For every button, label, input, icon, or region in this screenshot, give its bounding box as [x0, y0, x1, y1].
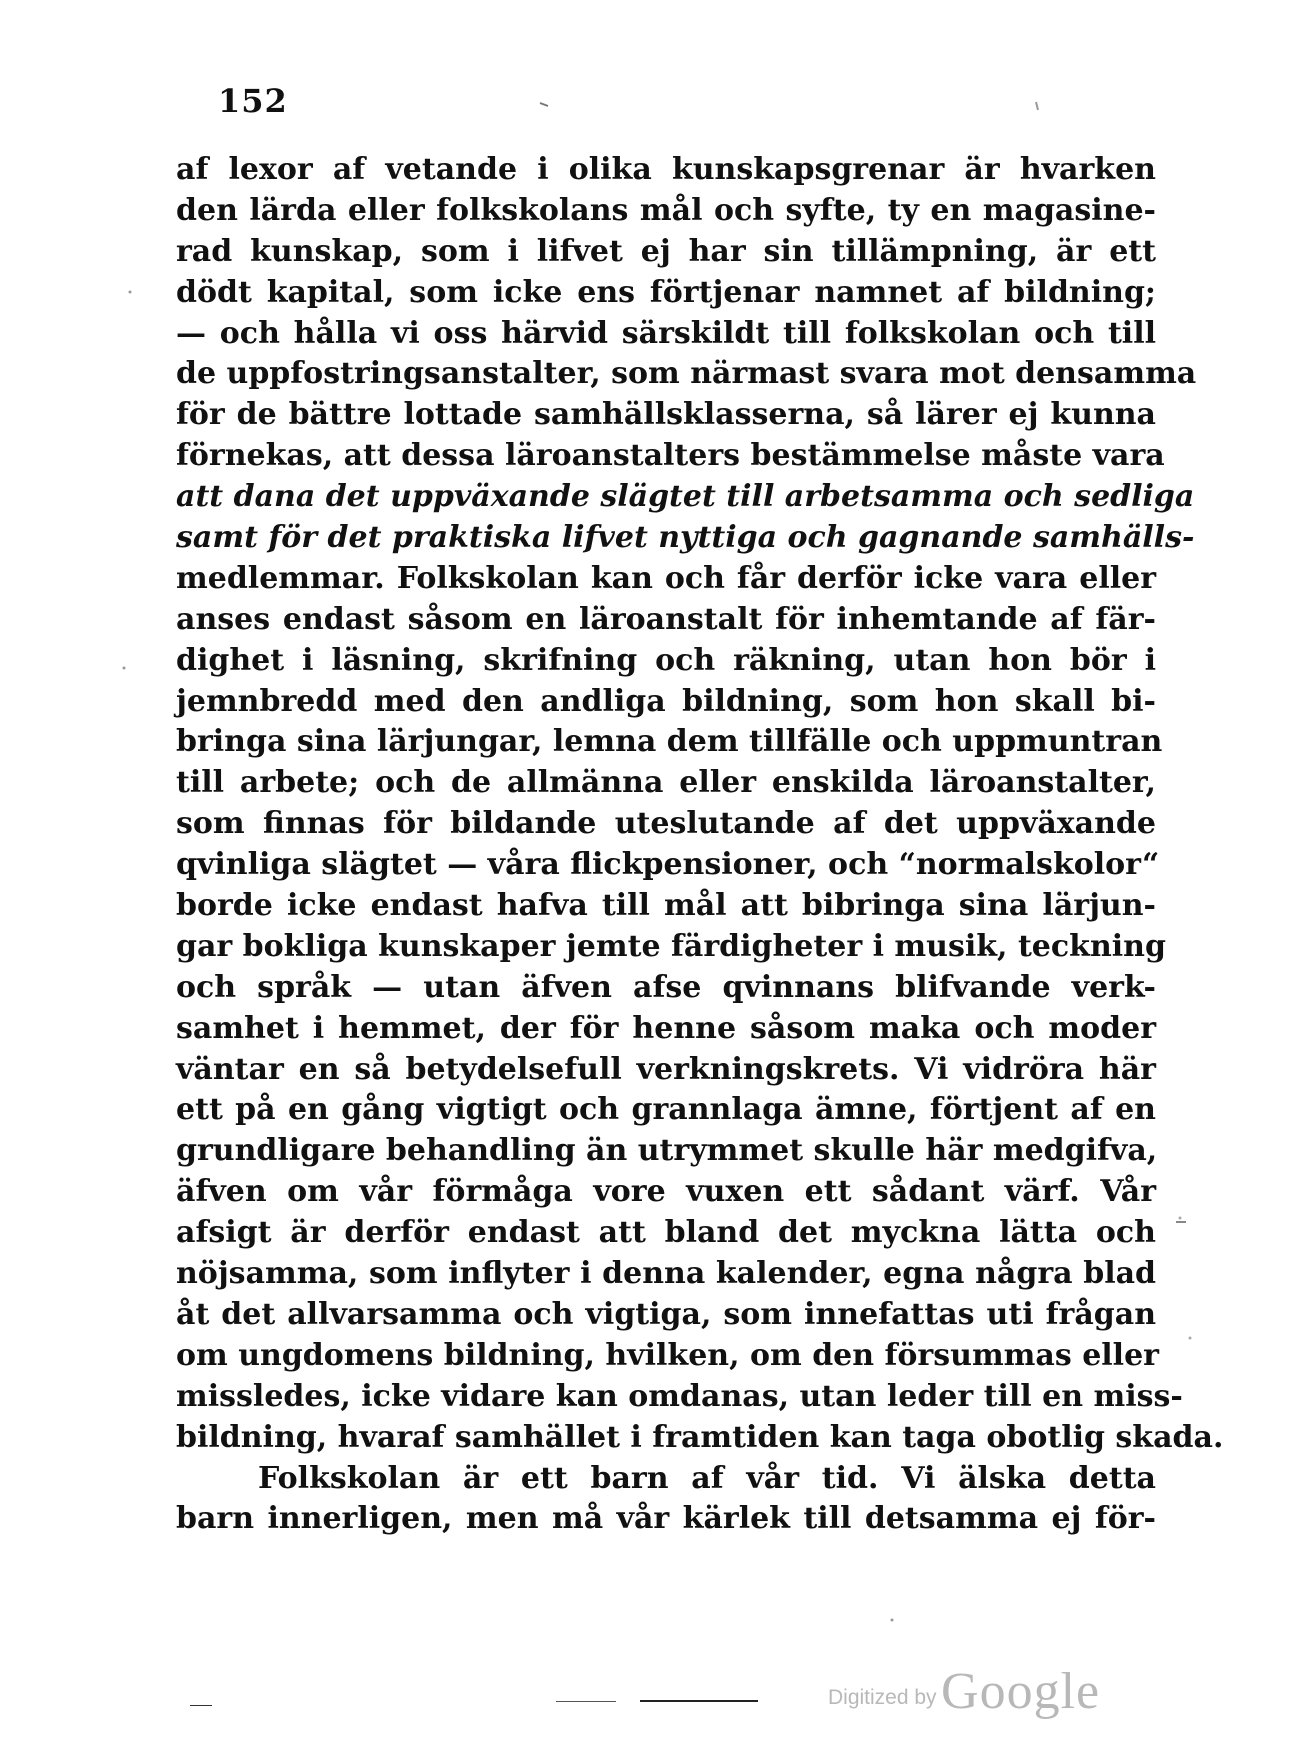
text-line: den lärda eller folkskolans mål och syfte, ty en magasine- [176, 192, 1156, 228]
text-line: grundligare behandling än utrymmet skulle här medgifva, [176, 1133, 1158, 1169]
text-line: jemnbredd med den andliga bildning, som hon skall bi- [176, 683, 1156, 719]
text-line: anses endast såsom en läroanstalt för inhemtande af fär- [176, 601, 1156, 637]
text-line: och språk — utan äfven afse qvinnans blifvande verk- [176, 969, 1156, 1005]
text-line: — och hålla vi oss härvid särskildt till folkskolan och till [176, 315, 1156, 351]
text-line: gar bokliga kunskaper jemte färdigheter i musik, teckning [176, 928, 1166, 964]
text-line: om ungdomens bildning, hvilken, om den försummas eller [176, 1337, 1159, 1373]
watermark-logo: Google [941, 1663, 1101, 1720]
text-line-paragraph-start: Folkskolan är ett barn af vår tid. Vi älska detta [258, 1460, 1156, 1496]
text-line: bringa sina lärjungar, lemna dem tillfälle och uppmuntran [176, 724, 1163, 760]
footer-mark [190, 1705, 212, 1706]
text-line: dödt kapital, som icke ens förtjenar namnet af bildning; [176, 274, 1156, 310]
text-line-italic: samt för det praktiska lifvet nyttiga och gagnande samhälls- [176, 520, 1195, 556]
footer-dashes [556, 1701, 616, 1702]
text-line: som finnas för bildande uteslutande af det uppväxande [176, 806, 1156, 842]
google-watermark [828, 1662, 1100, 1721]
text-line: samhet i hemmet, der för henne såsom maka och moder [176, 1010, 1156, 1046]
text-line: rad kunskap, som i lifvet ej har sin tillämpning, är ett [176, 233, 1156, 269]
text-line: de uppfostringsanstalter, som närmast svara mot densamma [176, 356, 1197, 392]
scan-speck [1179, 1217, 1182, 1220]
text-line: borde icke endast hafva till mål att bibringa sina lärjun- [176, 888, 1156, 924]
text-line: till arbete; och de allmänna eller enskilda läroanstalter, [176, 765, 1156, 801]
scan-speck [129, 291, 132, 294]
text-line: nöjsamma, som inflyter i denna kalender, egna några blad [176, 1256, 1156, 1292]
text-line: dighet i läsning, skrifning och räkning, utan hon bör i [176, 642, 1156, 678]
scan-speck [1189, 1337, 1192, 1340]
scan-speck [540, 103, 548, 106]
text-line: ett på en gång vigtigt och grannlaga ämne, förtjent af en [176, 1092, 1156, 1128]
text-line-paragraph-end: bildning, hvaraf samhället i framtiden kan taga obotlig skada. [176, 1419, 1224, 1455]
text-line: af lexor af vetande i olika kunskapsgrenar är hvarken [176, 152, 1156, 187]
text-line: för de bättre lottade samhällsklasserna, så lärer ej kunna [176, 397, 1156, 433]
text-line: afsigt är derför endast att bland det myckna lätta och [176, 1215, 1156, 1251]
watermark-prefix: Digitized by [828, 1686, 937, 1709]
scan-speck [1036, 102, 1038, 110]
page-number: 152 [218, 82, 288, 120]
text-line: förnekas, att dessa läroanstalters bestämmelse måste vara [176, 438, 1165, 474]
text-line-italic: att dana det uppväxande slägtet till arbetsamma och sedliga [176, 479, 1195, 515]
text-line: barn innerligen, men må vår kärlek till detsamma ej för- [176, 1501, 1156, 1537]
text-line: äfven om vår förmåga vore vuxen ett sådant värf. Vår [176, 1174, 1156, 1210]
scan-speck [891, 1619, 894, 1622]
text-line: missledes, icke vidare kan omdanas, utan leder till en miss- [176, 1378, 1183, 1414]
text-line: qvinliga slägtet — våra flickpensioner, och “normalskolor“ [176, 847, 1160, 883]
footer-rule [640, 1700, 758, 1702]
text-line: medlemmar. Folkskolan kan och får derför icke vara eller [176, 560, 1156, 596]
text-line: väntar en så betydelsefull verkningskrets. Vi vidröra här [176, 1051, 1156, 1087]
text-line: åt det allvarsamma och vigtiga, som innefattas uti frågan [176, 1296, 1156, 1332]
scan-speck [123, 667, 126, 670]
